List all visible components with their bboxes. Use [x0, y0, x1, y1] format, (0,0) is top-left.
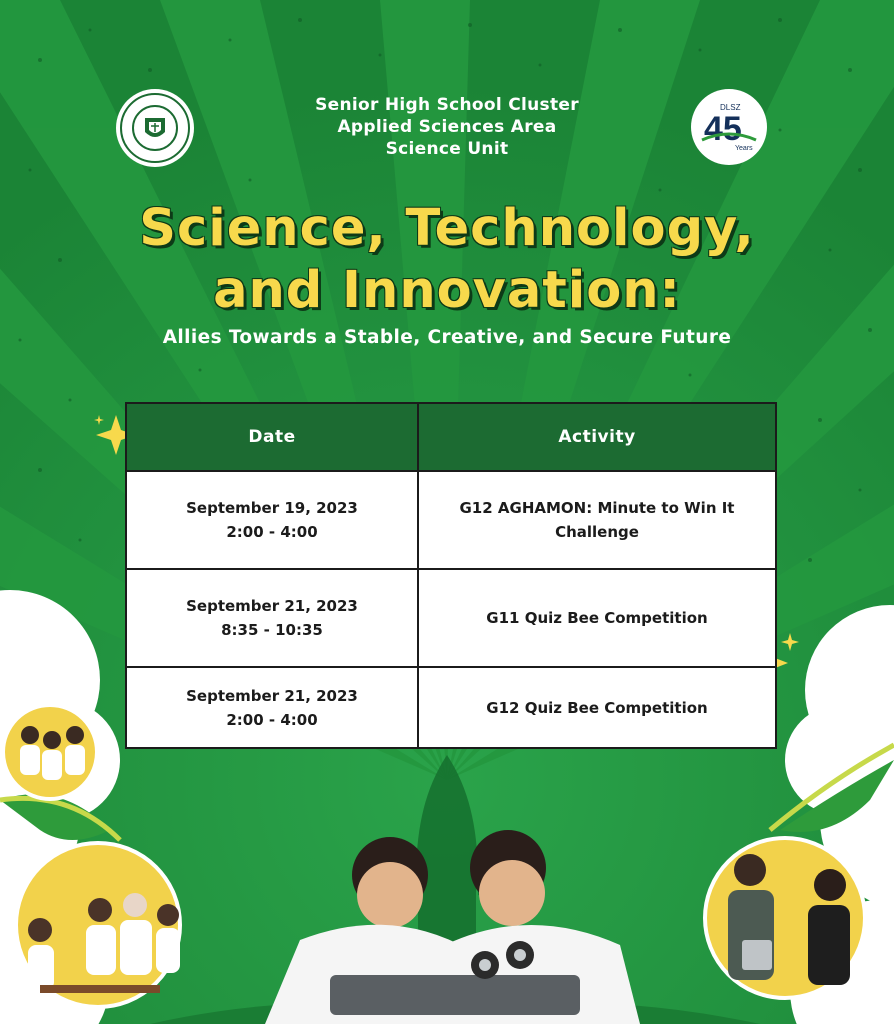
date-cell	[127, 472, 419, 568]
header-activity: Activity	[558, 427, 636, 447]
activity-cell: G12 Quiz Bee Competition	[486, 698, 708, 717]
date-cell	[127, 668, 419, 747]
date-text: September 21, 2023	[186, 686, 358, 705]
time-text: 2:00 - 4:00	[226, 710, 318, 729]
table-row	[127, 570, 775, 668]
date-text: September 21, 2023	[186, 597, 358, 615]
header-line-unit: Science Unit	[385, 139, 509, 159]
time-text: 8:35 - 10:35	[221, 621, 323, 639]
header-line-area: Applied Sciences Area	[337, 117, 557, 137]
photo-bubble-bottom-right	[705, 838, 865, 998]
title-line-1: Science, Technology,	[139, 199, 755, 258]
table-row	[127, 472, 775, 570]
date-cell	[127, 570, 419, 666]
school-seal-logo	[115, 88, 195, 168]
subtitle: Allies Towards a Stable, Creative, and Secure Future	[162, 327, 732, 348]
anniversary-logo	[690, 88, 768, 166]
activity-cell: G11 Quiz Bee Competition	[486, 609, 708, 627]
anniversary-number: 45	[704, 110, 742, 148]
photo-bubble-top-left	[3, 705, 97, 799]
table-row	[127, 668, 775, 747]
time-text: 2:00 - 4:00	[226, 523, 318, 541]
anniversary-brand: DLSZ	[720, 103, 741, 112]
header-date: Date	[127, 404, 419, 470]
header-line-cluster: Senior High School Cluster	[315, 95, 579, 115]
table-header-row	[127, 404, 775, 472]
schedule-table	[125, 402, 777, 749]
title-line-2: and Innovation:	[213, 261, 681, 320]
date-text: September 19, 2023	[186, 499, 358, 517]
photo-bubble-bottom-left	[16, 843, 180, 1007]
anniversary-caption: Years	[735, 145, 753, 152]
activity-cell: G12 AGHAMON: Minute to Win It Challenge	[459, 499, 735, 541]
